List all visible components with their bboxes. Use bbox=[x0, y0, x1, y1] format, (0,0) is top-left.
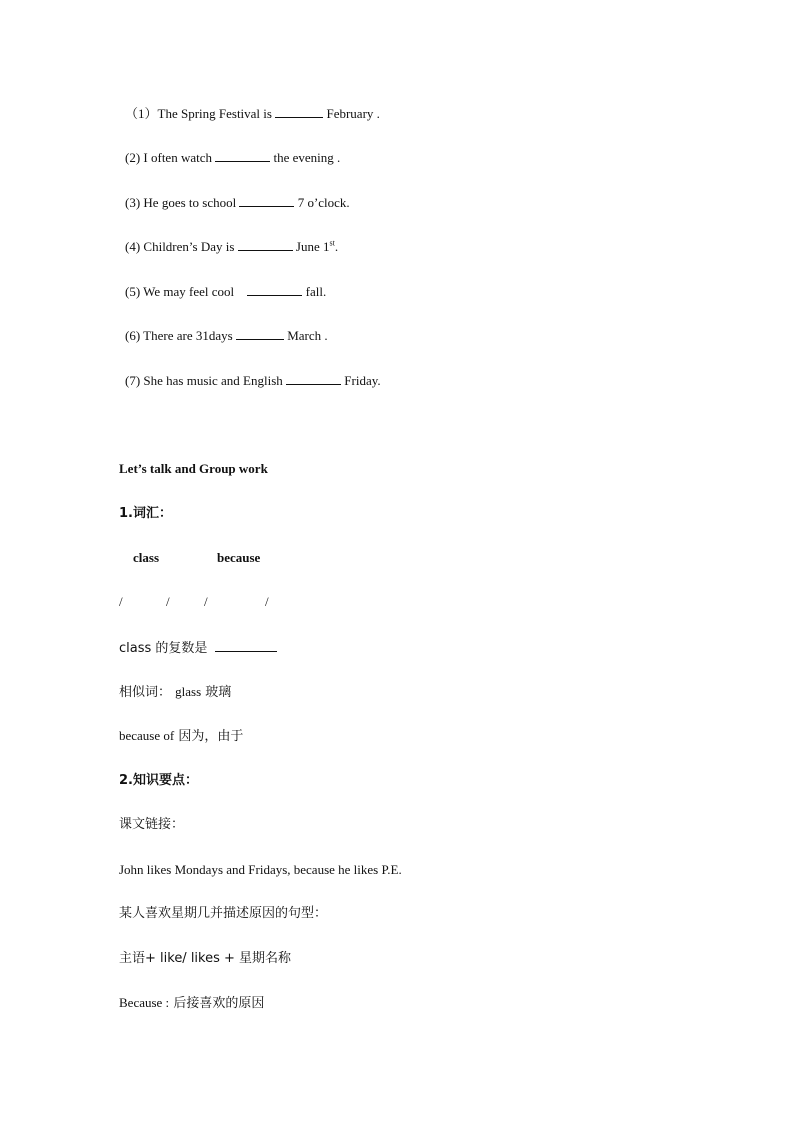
vocab-word-because: because bbox=[217, 550, 261, 565]
answer-blank[interactable] bbox=[286, 372, 341, 385]
text-link-label: 课文链接： bbox=[119, 817, 185, 832]
exercise-3: (3) He goes to school 7 o’clock. bbox=[125, 195, 350, 210]
answer-blank[interactable] bbox=[239, 194, 294, 207]
because-rule: Because : 后接喜欢的原因 bbox=[119, 995, 265, 1011]
plural-line: class 的复数是 bbox=[119, 639, 277, 657]
answer-blank[interactable] bbox=[275, 105, 323, 118]
pattern-description: 某人喜欢星期几并描述原因的句型： bbox=[119, 906, 328, 921]
vocab-heading: 1.词汇： bbox=[119, 506, 172, 521]
section-heading: Let’s talk and Group work bbox=[119, 461, 268, 476]
phonetic-slash: / bbox=[265, 594, 269, 609]
example-sentence: John likes Mondays and Fridays, because he likes P.E. bbox=[119, 862, 402, 877]
exercise-6: (6) There are 31days March . bbox=[125, 328, 328, 343]
similar-word-line: 相似词： glass 玻璃 bbox=[119, 684, 232, 700]
vocab-word-class: class bbox=[133, 550, 159, 565]
answer-blank[interactable] bbox=[247, 283, 302, 296]
phonetic-slash: / bbox=[204, 594, 208, 609]
because-of-line: because of 因为，由于 bbox=[119, 728, 244, 744]
points-heading: 2.知识要点： bbox=[119, 773, 198, 788]
exercise-5: (5) We may feel cool fall. bbox=[125, 284, 327, 299]
exercise-4: (4) Children’s Day is June 1st. bbox=[125, 238, 339, 254]
pattern-formula: 主语+ like/ likes + 星期名称 bbox=[119, 951, 292, 966]
phonetic-slash: / bbox=[166, 594, 170, 609]
exercise-2: (2) I often watch the evening . bbox=[125, 150, 341, 165]
answer-blank[interactable] bbox=[238, 238, 293, 251]
answer-blank[interactable] bbox=[236, 327, 284, 340]
answer-blank[interactable] bbox=[215, 149, 270, 162]
phonetic-slash: / bbox=[119, 594, 123, 609]
answer-blank[interactable] bbox=[215, 639, 277, 652]
exercise-7: (7) She has music and English Friday. bbox=[125, 373, 381, 388]
exercise-1: （1）The Spring Festival is February . bbox=[125, 106, 380, 121]
